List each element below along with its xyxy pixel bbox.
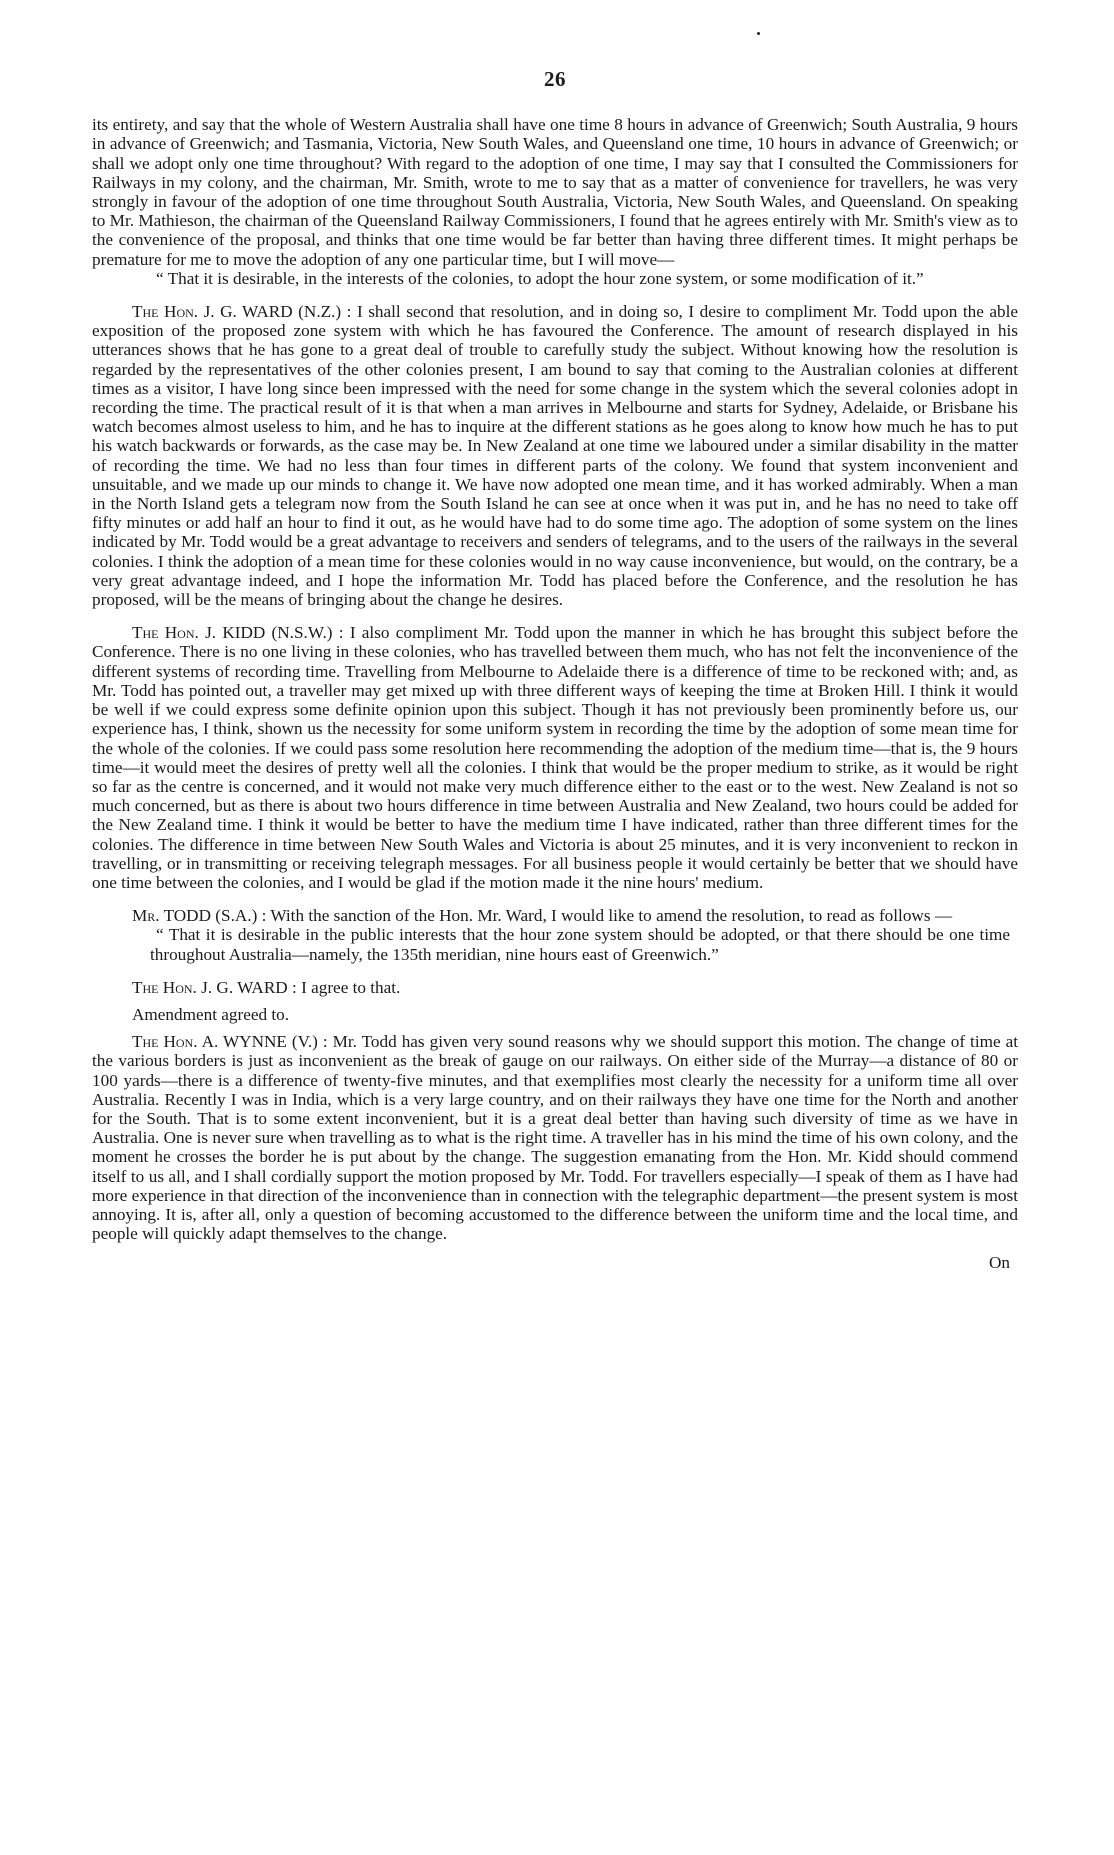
amendment-note [92,1005,1018,1024]
quote-text: “ That it is desirable, in the interests of the colonies, to adopt the hour zone system, or some modification of it.” [156,268,924,288]
speech-kidd [92,623,1018,892]
document-page [92,67,1018,1273]
speech-todd [92,906,1018,925]
paragraph-text: its entirety, and say that the whole of Western Australia shall have one time 8 hours in advance of Greenwich; South Australia, 9 hours in advance of Greenwich; and Tasmania, Victoria, New South Wales, and Queensland one time, 10 hours in advance of Greenwich; or shall we adopt only one time throughout? With regard to the adoption of one time, I may say that I consulted the Commissioners for Railways in my colony, and the chairman, Mr. Smith, wrote to me to say that as a matter of convenience for travellers, he was very strongly in favour of the adoption of one time throughout South Australia, Victoria, New South Wales, and Queensland. On speaking to Mr. Mathieson, the chairman of the Queensland Railway Commissioners, I found that he agrees entirely with Mr. Smith's view as to the convenience of the proposal, and thinks that one time would be far better than having three different times. It might perhaps be premature for me to move the adoption of any one particular time, but I will move— [92,115,1018,269]
note-text: Amendment agreed to. [132,1004,290,1024]
amended-resolution-quote [150,925,1010,963]
page-number: 26 [544,67,566,91]
speech-wynne [92,1032,1018,1243]
speaker-name: The Hon. A. WYNNE (V.) : [132,1032,328,1052]
speech-text: I shall second that resolution, and in doing so, I desire to compliment Mr. Todd upon the able exposition of the proposed zone system with which he has favoured the Conference. The amount of research displayed in his utterances shows that he has gone to a great deal of trouble to carefully study the subject. Without knowing how the resolution is regarded by the representatives of the other colonies present, I am bound to say that coming to the Australian colonies at different times as a visitor, I have long since been impressed with the need for some change in the system which the several colonies adopt in recording the time. The practical result of it is that when a man arrives in Melbourne and starts for Sydney, Adelaide, or Brisbane his watch becomes almost useless to him, and he has to inquire at the different stations as he goes along to know how much he has to put his watch backwards or forwards, as the case may be. In New Zealand at one time we laboured under a similar disability in the matter of recording the time. We had no less than four times in different parts of the colony. We found that system inconvenient and unsuitable, and we made up our minds to change it. We have now adopted one mean time, and it has worked admirably. When a man in the North Island gets a telegram now from the South Island he can see at once when it was put in, and he has no need to take off fifty minutes or add half an hour to find it out, as he would have had to do some time ago. The adoption of some system on the lines indicated by Mr. Todd would be a great advantage to receivers and senders of telegrams, and to the users of the railways in the several colonies. I think the adoption of a mean time for these colonies would in no way cause inconvenience, but would, on the contrary, be a very great advantage indeed, and I hope the information Mr. Todd has placed before the Conference, and the resolution he has proposed, will be the means of bringing about the change he desires. [92,302,1018,610]
speech-text: Mr. Todd has given very sound reasons why we should support this motion. The change of time at the various borders is just as inconvenient as the break of gauge on our railways. On either side of the Murray—a distance of 80 or 100 yards—there is a difference of twenty-five minutes, and that exemplifies most clearly the necessity for a uniform time all over Australia. Recently I was in India, which is a very large country, and on their railways they have one time for the North and another for the South. That is to some extent inconvenient, but it is a great deal better than having such diversity of time as we have in Australia. One is never sure when travelling as to what is the right time. A traveller has in his mind the time of his own colony, and the moment he crosses the border he is put about by the change. The suggestion emanating from the Hon. Mr. Kidd should commend itself to us all, and I shall cordially support the motion proposed by Mr. Todd. For travellers especially—I speak of them as I have had more experience in that direction of the inconvenience than in connection with the telegraphic department—the present system is most annoying. It is, after all, only a question of becoming accustomed to the difference between the uniform time and the local time, and people will quickly adapt themselves to the change. [92,1032,1018,1244]
speech-text: I agree to that. [296,977,401,997]
catchword: On [988,1253,1010,1273]
speaker-name: The Hon. J. G. WARD : [132,977,297,997]
speech-ward-agree [92,978,1018,997]
resolution-quote [150,269,1010,288]
speaker-name: The Hon. J. G. WARD (N.Z.) : [132,302,352,322]
quote-text: “ That it is desirable in the public interests that the hour zone system should be adopted, or that there should be one time throughout Australia—namely, the 135th meridian, nine hours east of Greenwich.” [150,925,1010,964]
speech-text: I also compliment Mr. Todd upon the manner in which he has brought this subject before the Conference. There is no one living in these colonies, who has travelled between them much, who has not felt the inconvenience of the different systems of recording time. Travelling from Melbourne to Adelaide there is a difference of time to be reckoned with; and, as Mr. Todd has pointed out, a traveller may get mixed up with three different ways of keeping the time at Broken Hill. I think it would be well if we could express some definite opinion upon this subject. Though it has not previously been prominently before us, our experience has, I think, shown us the necessity for some uniform system in recording the time by the adoption of some mean time for the whole of the colonies. If we could pass some resolution here recommending the adoption of the medium time—that is, the 9 hours time—it would meet the desires of pretty well all the colonies. I think that would be the proper medium to strike, as it would be right so far as the centre is concerned, and it would not make very much difference either to the east or to the west. New Zealand is not so much concerned, but as there is about two hours difference in time between Australia and New Zealand, two hours could be added for the New Zealand time. I think it would be better to have the medium time I have indicated, rather than three different times for the colonies. The difference in time between New South Wales and Victoria is about 25 minutes, and it is very inconvenient to reckon in travelling, or in transmitting or receiving telegraph messages. For all business people it would certainly be better that we should have one time between the colonies, and I would be glad if the motion made it the nine hours' medium. [92,623,1018,892]
speech-text: With the sanction of the Hon. Mr. Ward, I would like to amend the resolution, to read as follows — [266,906,953,926]
speaker-name: Mr. TODD (S.A.) : [132,906,267,926]
speaker-name: The Hon. J. KIDD (N.S.W.) : [132,623,344,643]
speech-ward [92,302,1018,609]
speck-mark [757,32,760,35]
paragraph-continuation [92,115,1018,269]
